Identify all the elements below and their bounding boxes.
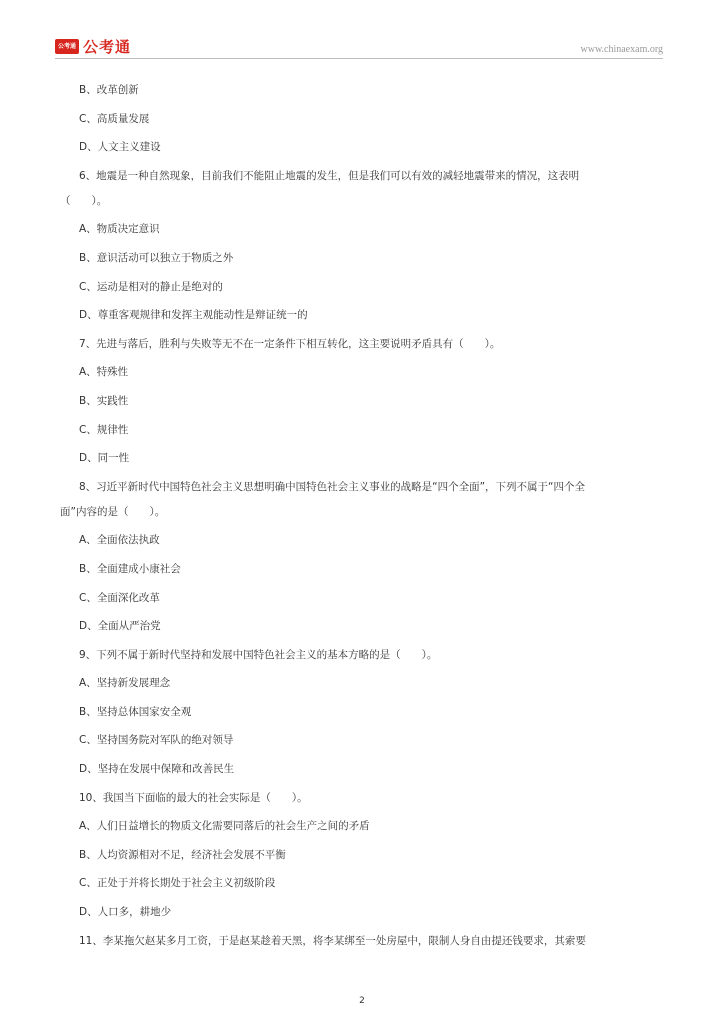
question-line: 7、先进与落后，胜利与失败等无不在一定条件下相互转化，这主要说明矛盾具有（ ）。 xyxy=(79,337,501,350)
question-continuation: （ ）。 xyxy=(60,194,108,207)
page-number: 2 xyxy=(359,996,365,1006)
option-line: D、人文主义建设 xyxy=(79,141,161,154)
question-continuation: 面”内容的是（ ）。 xyxy=(60,505,166,518)
option-line: A、人们日益增长的物质文化需要同落后的社会生产之间的矛盾 xyxy=(79,820,370,833)
option-line: B、实践性 xyxy=(79,394,129,407)
option-line: C、正处于并将长期处于社会主义初级阶段 xyxy=(79,877,276,890)
question-line: 10、我国当下面临的最大的社会实际是（ ）。 xyxy=(79,791,308,804)
option-line: A、全面依法执政 xyxy=(79,534,160,547)
option-line: C、运动是相对的静止是绝对的 xyxy=(79,280,223,293)
site-url: www.chinaexam.org xyxy=(580,44,663,55)
option-line: D、坚持在发展中保障和改善民生 xyxy=(79,763,235,776)
option-line: D、尊重客观规律和发挥主观能动性是辩证统一的 xyxy=(79,309,308,322)
logo-text: 公考通 xyxy=(83,38,132,56)
option-line: A、物质决定意识 xyxy=(79,223,160,236)
option-line: D、人口多，耕地少 xyxy=(79,906,172,919)
page-header xyxy=(55,36,663,58)
logo-icon: 公考通 xyxy=(55,39,79,54)
option-line: B、人均资源相对不足，经济社会发展不平衡 xyxy=(79,848,286,861)
option-line: B、坚持总体国家安全观 xyxy=(79,705,192,718)
option-line: B、意识活动可以独立于物质之外 xyxy=(79,251,234,264)
option-line: D、同一性 xyxy=(79,452,130,465)
option-line: C、全面深化改革 xyxy=(79,591,160,604)
option-line: C、坚持国务院对军队的绝对领导 xyxy=(79,734,234,747)
question-line: 6、地震是一种自然现象，目前我们不能阻止地震的发生，但是我们可以有效的减轻地震带来的情况，这表明 xyxy=(79,169,580,182)
question-line: 9、下列不属于新时代坚持和发展中国特色社会主义的基本方略的是（ ）。 xyxy=(79,648,438,661)
option-line: C、规律性 xyxy=(79,423,129,436)
header-divider xyxy=(55,58,663,59)
question-line: 8、习近平新时代中国特色社会主义思想明确中国特色社会主义事业的战略是“四个全面”，下列不属于“四个全 xyxy=(79,480,585,493)
option-line: D、全面从严治党 xyxy=(79,620,161,633)
option-line: B、改革创新 xyxy=(79,84,139,96)
option-line: C、高质量发展 xyxy=(79,112,150,125)
question-line: 11、李某拖欠赵某多月工资，于是赵某趁着天黑，将李某绑至一处房屋中，限制人身自由提还钱要求，其索要 xyxy=(79,934,586,947)
option-line: A、坚持新发展理念 xyxy=(79,677,171,690)
option-line: A、特殊性 xyxy=(79,366,129,379)
option-line: B、全面建成小康社会 xyxy=(79,562,181,575)
document-body xyxy=(60,81,672,960)
logo xyxy=(55,36,131,57)
